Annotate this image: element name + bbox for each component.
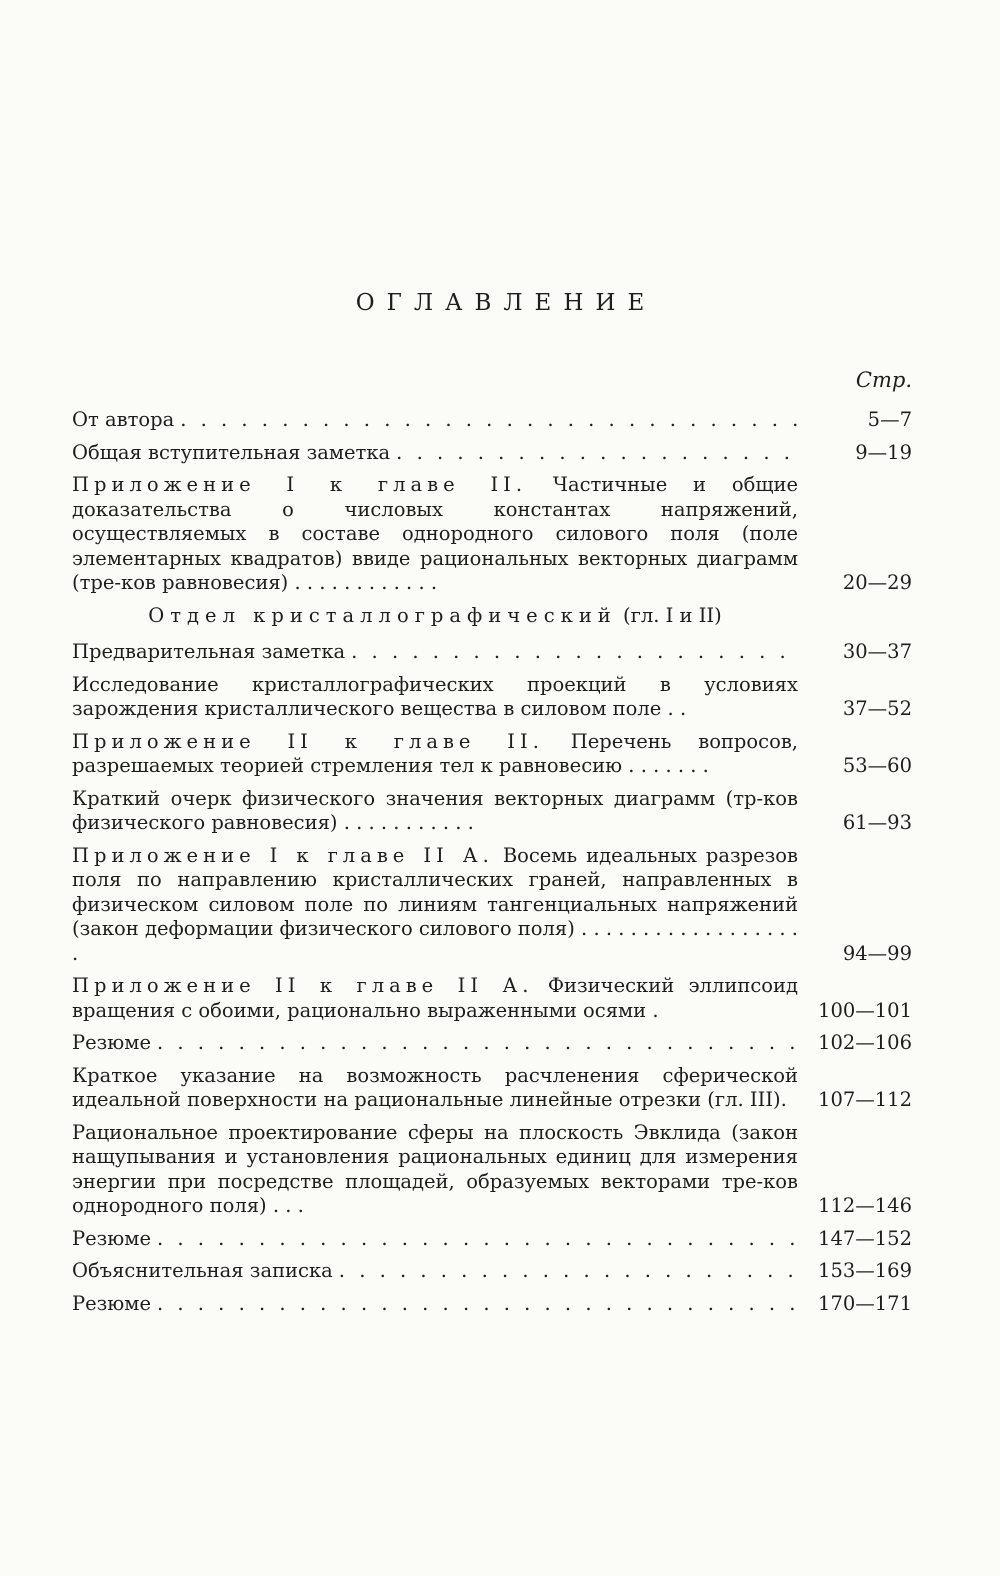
- dot-leader: [180, 408, 798, 433]
- toc-entry: [72, 673, 912, 722]
- dot-leader: . . .: [272, 1194, 304, 1217]
- entry-title: Резюме: [72, 1031, 151, 1054]
- entry-pages: 170—171: [818, 1291, 912, 1315]
- toc-entry: [72, 974, 912, 1023]
- dot-leader: . . . . . . . . . . .: [343, 811, 474, 834]
- dot-leader: [157, 1031, 798, 1056]
- entry-pages: 100—101: [818, 998, 912, 1022]
- toc-entry: [72, 1259, 912, 1284]
- entry-pages: 147—152: [818, 1226, 912, 1250]
- toc-entry: [72, 1292, 912, 1317]
- entry-title: Объяснительная записка: [72, 1259, 333, 1282]
- entry-title: Общая вступительная заметка: [72, 440, 391, 464]
- entry-pages: 9—19: [855, 440, 912, 464]
- entry-title: Рациональное проектирование сферы на плоскость Эвклида (закон нащупывания и установления рациональных единиц для измерения энергии при посредстве площадей, образуемых векторами тре-ков однородного поля): [72, 1120, 798, 1217]
- entry-title: От автора: [72, 408, 175, 431]
- entry-pages: 20—29: [842, 571, 912, 594]
- entry-prefix: Приложение I к главе II.: [72, 473, 528, 496]
- entry-pages: 107—112: [818, 1088, 912, 1111]
- toc-entry: [72, 408, 912, 433]
- entry-pages: 112—146: [818, 1194, 912, 1217]
- entry-title: Предварительная заметка: [72, 640, 346, 663]
- toc-entry: [72, 1121, 912, 1219]
- toc-entry: [72, 787, 912, 836]
- toc-entry: [72, 1227, 912, 1252]
- toc-entry: [72, 730, 912, 779]
- dot-leader: [157, 1292, 798, 1317]
- dot-leader: . . . . . . . . . . . . . . . . . . .: [72, 917, 798, 965]
- table-of-contents: [72, 408, 912, 1324]
- section-title: Отдел кристаллографический: [148, 603, 617, 627]
- toc-entry: [72, 640, 912, 665]
- dot-leader: [351, 640, 798, 665]
- entry-pages: 102—106: [818, 1031, 912, 1054]
- page-title: ОГЛАВЛЕНИЕ: [355, 290, 657, 316]
- entry-title: Резюме: [72, 1226, 151, 1250]
- entry-title: Краткое указание на возможность расчленения сферической идеальной поверхности на рациональные линейные отрезки (гл. III).: [72, 1063, 798, 1111]
- toc-entry: [72, 441, 912, 466]
- dot-leader: [157, 1227, 798, 1252]
- dot-leader: [339, 1259, 798, 1284]
- entry-title: Резюме: [72, 1291, 151, 1315]
- section-suffix: (гл. I и II): [623, 603, 722, 627]
- entry-pages: 94—99: [842, 941, 912, 965]
- entry-prefix: Приложение II к главе II.: [72, 729, 544, 753]
- toc-entry: [72, 473, 912, 596]
- entry-pages: 153—169: [818, 1259, 912, 1282]
- entry-pages: 53—60: [842, 754, 912, 777]
- dot-leader: . . . . . . . . . . . .: [294, 571, 438, 594]
- entry-title: Частичные и общие доказательства о числовых константах напряжений, осуществляемых в составе однородного силового поля (поле элементарных квадратов) ввиде рациональных векторных диаграмм (тре-ков равновесия): [72, 473, 798, 594]
- entry-pages: 5—7: [867, 408, 912, 431]
- dot-leader: .: [652, 998, 659, 1022]
- entry-pages: 37—52: [842, 697, 912, 720]
- entry-title: Восемь идеальных разрезов поля по направлению кристаллических граней, направленных в физическом силовом поле по линиям тангенциальных напряжений (закон деформации физического силового поля): [72, 843, 798, 940]
- dot-leader: . .: [667, 697, 687, 720]
- toc-entry: [72, 1031, 912, 1056]
- entry-title: Перечень вопросов, разрешаемых теорией стремления тел к равновесию: [72, 729, 798, 777]
- entry-title: Краткий очерк физического значения векторных диаграмм (тр-ков физического равновесия): [72, 786, 798, 834]
- entry-pages: 30—37: [842, 640, 912, 663]
- entry-prefix: Приложение I к главе II А.: [72, 843, 494, 867]
- toc-entry: [72, 844, 912, 967]
- entry-title: Физический эллипсоид вращения с обоими, рационально выраженными осями: [72, 974, 798, 1022]
- section-heading: [72, 604, 798, 629]
- entry-title: Исследование кристаллографических проекций в условиях зарождения кристаллического вещества в силовом поле: [72, 672, 798, 720]
- entry-pages: 61—93: [842, 811, 912, 834]
- dot-leader: [396, 441, 798, 466]
- page-column-header: Стр.: [855, 368, 912, 392]
- dot-leader: . . . . . . .: [628, 754, 709, 777]
- entry-prefix: Приложение II к главе II А.: [72, 974, 534, 997]
- toc-entry: [72, 1064, 912, 1113]
